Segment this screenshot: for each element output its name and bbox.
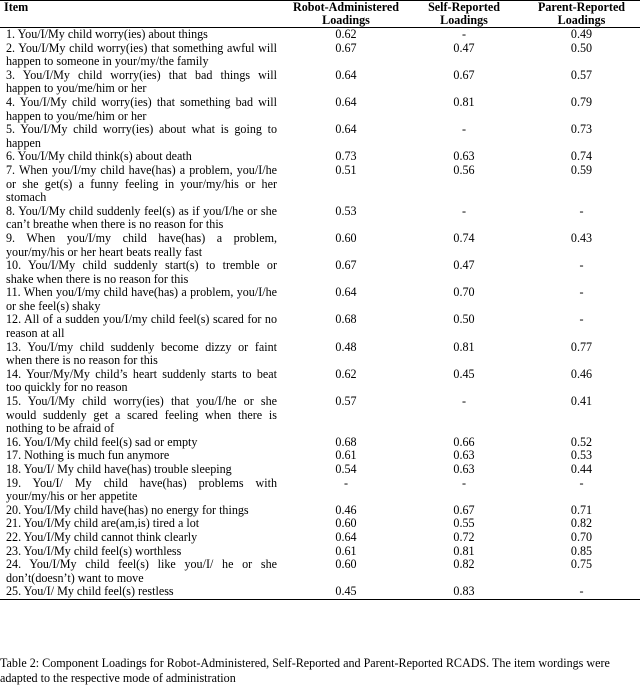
row-parent-loading: 0.46: [570, 366, 593, 381]
row-parent-loading: 0.85: [570, 543, 593, 558]
row-self-loading: -: [461, 203, 467, 218]
row-item-text: 2. You/I/My child worry(ies) that something awful will happen to someone in your/my/the family: [6, 40, 277, 69]
row-self-loading: 0.45: [453, 366, 475, 381]
table-row: [0, 313, 640, 340]
row-self-loading: 0.81: [453, 94, 475, 109]
row-robot-loading: 0.45: [335, 584, 357, 599]
row-parent-loading: 0.57: [570, 67, 593, 82]
row-self-loading: 0.56: [453, 162, 475, 177]
row-robot-loading: 0.60: [335, 230, 357, 245]
row-parent-loading: 0.74: [570, 149, 593, 164]
table-row: [0, 517, 640, 531]
row-parent-loading: -: [579, 475, 584, 490]
row-self-loading: 0.72: [453, 529, 475, 544]
table-row: [0, 545, 640, 559]
row-item-text: 10. You/I/My child suddenly start(s) to tremble or shake when there is no reason for this: [6, 258, 277, 286]
table-row: [0, 28, 640, 42]
row-item-text: 6. You/I/My child think(s) about death: [6, 149, 192, 164]
row-robot-loading: 0.48: [335, 339, 357, 354]
row-parent-loading: 0.49: [570, 27, 593, 41]
row-self-loading: 0.74: [453, 230, 475, 245]
table-row: [0, 531, 640, 545]
table-row: [0, 259, 640, 286]
row-self-loading: 0.67: [453, 502, 475, 517]
row-parent-loading: -: [579, 584, 584, 599]
row-self-loading: 0.47: [453, 40, 475, 55]
table-row: [0, 42, 640, 69]
table-row: [0, 558, 640, 585]
row-self-loading: 0.70: [453, 285, 475, 300]
row-parent-loading: 0.43: [570, 230, 593, 245]
row-robot-loading: 0.46: [335, 502, 357, 517]
row-robot-loading: 0.61: [335, 543, 357, 558]
table-caption: Table 2: Component Loadings for Robot-Administered, Self-Reported and Parent-Reported RCADS. The item wordings were adapted to the respective mode of administration: [0, 656, 610, 685]
row-parent-loading: -: [579, 285, 584, 300]
row-self-loading: 0.66: [453, 434, 475, 449]
table-row: [0, 463, 640, 477]
row-item-text: 3. You/I/My child worry(ies) that bad things will happen to you/me/him or her: [6, 67, 277, 96]
row-robot-loading: 0.68: [335, 312, 357, 327]
row-robot-loading: 0.73: [335, 149, 357, 164]
row-parent-loading: 0.44: [570, 462, 593, 476]
row-item-text: 1. You/I/My child worry(ies) about things: [6, 27, 208, 41]
header-parent-loadings: Parent-Reported Loadings: [537, 0, 626, 27]
row-robot-loading: 0.54: [335, 462, 357, 476]
row-self-loading: 0.63: [453, 448, 475, 463]
row-item-text: 20. You/I/My child have(has) no energy for things: [6, 502, 249, 517]
table-header: [0, 1, 640, 28]
row-parent-loading: 0.52: [570, 434, 593, 449]
row-item-text: 15. You/I/My child worry(ies) that you/I/he or she would suddenly get a scared feeling when there is nothing to be afraid of: [6, 394, 277, 436]
row-self-loading: 0.83: [453, 584, 475, 599]
row-robot-loading: 0.62: [335, 27, 357, 41]
row-robot-loading: 0.64: [335, 529, 357, 544]
row-self-loading: 0.81: [453, 543, 475, 558]
header-item: Item: [4, 0, 29, 14]
table-row: [0, 449, 640, 463]
table-row: [0, 436, 640, 450]
row-parent-loading: 0.41: [570, 394, 593, 409]
row-robot-loading: -: [343, 475, 349, 490]
row-robot-loading: 0.53: [335, 203, 357, 218]
table-row: [0, 341, 640, 368]
header-robot-loadings: Robot-Administered Loadings: [293, 0, 399, 27]
row-robot-loading: 0.62: [335, 366, 357, 381]
table-row: [0, 123, 640, 150]
row-parent-loading: -: [579, 258, 584, 273]
table-row: [0, 368, 640, 395]
row-item-text: 25. You/I/ My child feel(s) restless: [6, 584, 174, 599]
table-row: [0, 585, 640, 599]
row-self-loading: -: [461, 475, 467, 490]
row-self-loading: 0.82: [453, 557, 475, 572]
row-item-text: 8. You/I/My child suddenly feel(s) as if you/I/he or she can’t breathe when there is no reason for this: [6, 203, 277, 232]
row-parent-loading: 0.53: [570, 448, 593, 463]
table-row: [0, 477, 640, 504]
row-item-text: 13. You/I/my child suddenly become dizzy or faint when there is no reason for this: [6, 339, 277, 368]
row-self-loading: 0.55: [453, 516, 475, 531]
row-parent-loading: 0.71: [570, 502, 593, 517]
table-row: [0, 286, 640, 313]
table-row: [0, 395, 640, 436]
row-self-loading: 0.67: [453, 67, 475, 82]
table-row: [0, 205, 640, 232]
row-item-text: 18. You/I/ My child have(has) trouble sleeping: [6, 462, 232, 476]
row-parent-loading: 0.75: [570, 557, 593, 572]
row-robot-loading: 0.60: [335, 557, 357, 572]
row-self-loading: 0.50: [453, 312, 475, 327]
row-parent-loading: 0.77: [570, 339, 593, 354]
table-row: [0, 504, 640, 518]
row-item-text: 7. When you/I/my child have(has) a problem, you/I/he or she get(s) a funny feeling in your/my/his or her stomach: [6, 162, 277, 205]
row-robot-loading: 0.64: [335, 122, 357, 137]
row-item-text: 11. When you/I/my child have(has) a problem, you/I/he or she feel(s) shaky: [6, 285, 277, 313]
row-item-text: 12. All of a sudden you/I/my child feel(s) scared for no reason at all: [6, 312, 277, 341]
row-item-text: 5. You/I/My child worry(ies) about what is going to happen: [6, 122, 277, 150]
row-item-text: 17. Nothing is much fun anymore: [6, 448, 170, 463]
row-parent-loading: 0.73: [570, 122, 593, 137]
row-item-text: 14. Your/My/My child’s heart suddenly starts to beat too quickly for no reason: [6, 366, 277, 395]
row-robot-loading: 0.68: [335, 434, 357, 449]
row-parent-loading: 0.50: [570, 40, 593, 55]
row-self-loading: -: [461, 394, 467, 409]
row-parent-loading: 0.70: [570, 529, 593, 544]
row-robot-loading: 0.61: [335, 448, 357, 463]
row-parent-loading: -: [579, 312, 584, 327]
row-item-text: 23. You/I/My child feel(s) worthless: [6, 543, 182, 558]
row-item-text: 21. You/I/My child are(am,is) tired a lot: [6, 516, 200, 531]
row-robot-loading: 0.64: [335, 94, 357, 109]
row-robot-loading: 0.67: [335, 258, 357, 273]
row-parent-loading: 0.82: [570, 516, 593, 531]
table-body: [0, 28, 640, 600]
row-robot-loading: 0.67: [335, 40, 357, 55]
row-robot-loading: 0.60: [335, 516, 357, 531]
row-self-loading: -: [461, 27, 467, 41]
row-item-text: 9. When you/I/my child have(has) a problem, your/my/his or her heart beats really fast: [6, 230, 277, 259]
row-self-loading: -: [461, 122, 467, 137]
row-item-text: 24. You/I/My child feel(s) like you/I/ he or she don’t(doesn’t) want to move: [6, 557, 277, 585]
row-robot-loading: 0.57: [335, 394, 357, 409]
row-robot-loading: 0.64: [335, 67, 357, 82]
table-row: [0, 150, 640, 164]
header-self-loadings: Self-Reported Loadings: [428, 0, 500, 27]
row-self-loading: 0.81: [453, 339, 475, 354]
row-parent-loading: 0.59: [570, 162, 593, 177]
row-parent-loading: 0.79: [570, 94, 593, 109]
table-row: [0, 96, 640, 123]
table-row: [0, 164, 640, 205]
table-row: [0, 232, 640, 259]
row-self-loading: 0.47: [453, 258, 475, 273]
row-item-text: 16. You/I/My child feel(s) sad or empty: [6, 434, 198, 449]
row-self-loading: 0.63: [453, 149, 475, 164]
row-robot-loading: 0.51: [335, 162, 357, 177]
row-parent-loading: -: [579, 203, 584, 218]
table-row: [0, 69, 640, 96]
row-item-text: 4. You/I/My child worry(ies) that something bad will happen to you/me/him or her: [6, 94, 277, 123]
row-item-text: 19. You/I/ My child have(has) problems with your/my/his or her appetite: [6, 475, 277, 504]
row-self-loading: 0.63: [453, 462, 475, 476]
row-robot-loading: 0.64: [335, 285, 357, 300]
row-item-text: 22. You/I/My child cannot think clearly: [6, 529, 198, 544]
